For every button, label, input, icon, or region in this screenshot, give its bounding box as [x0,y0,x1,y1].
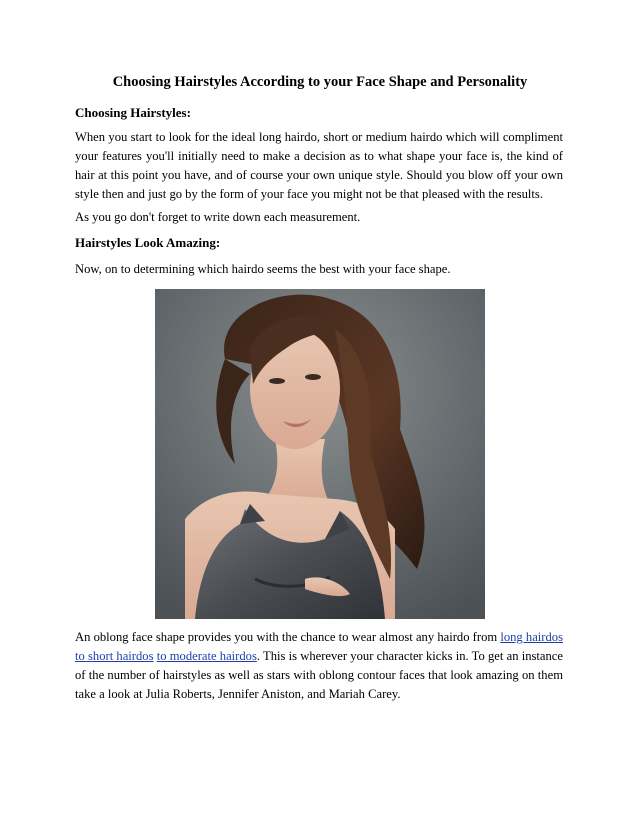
measurement-paragraph: As you go don't forget to write down each measurement. [75,210,361,224]
portrait-illustration [155,289,485,619]
document-title: Choosing Hairstyles According to your Face Shape and Personality [112,74,528,90]
link-moderate-hairdos[interactable]: to moderate hairdos [156,649,257,663]
face-shape-paragraph: Now, on to determining which hairdo seems the best with your face shape. [75,262,451,276]
closing-paragraph [75,628,563,704]
closing-text-end: . This is wherever your character kicks in. To get an instance of the number of hairstyles as well as stars with oblong contour faces that look amazing on them take a look at Julia Roberts, Jennifer Aniston, and Mariah Carey. [75,649,563,701]
link-long-to-short-hairdos[interactable]: long hairdos to short hairdos [75,630,563,663]
section-heading-choosing-hairstyles: Choosing Hairstyles: [75,105,191,120]
woman-portrait-photo [155,289,485,619]
section-heading-hairstyles-look-amazing: Hairstyles Look Amazing: [75,235,221,250]
closing-text-start: An oblong face shape provides you with the chance to wear almost any hairdo from [75,630,501,644]
intro-paragraph: When you start to look for the ideal long hairdo, short or medium hairdo which will compliment your features you'll initially need to make a decision as to what shape your face is, the kind of hair at this point you have, and of course your own unique style. Should you blow off your own style then and just go by the form of your face you might not be that pleased with the results. [75,130,563,201]
